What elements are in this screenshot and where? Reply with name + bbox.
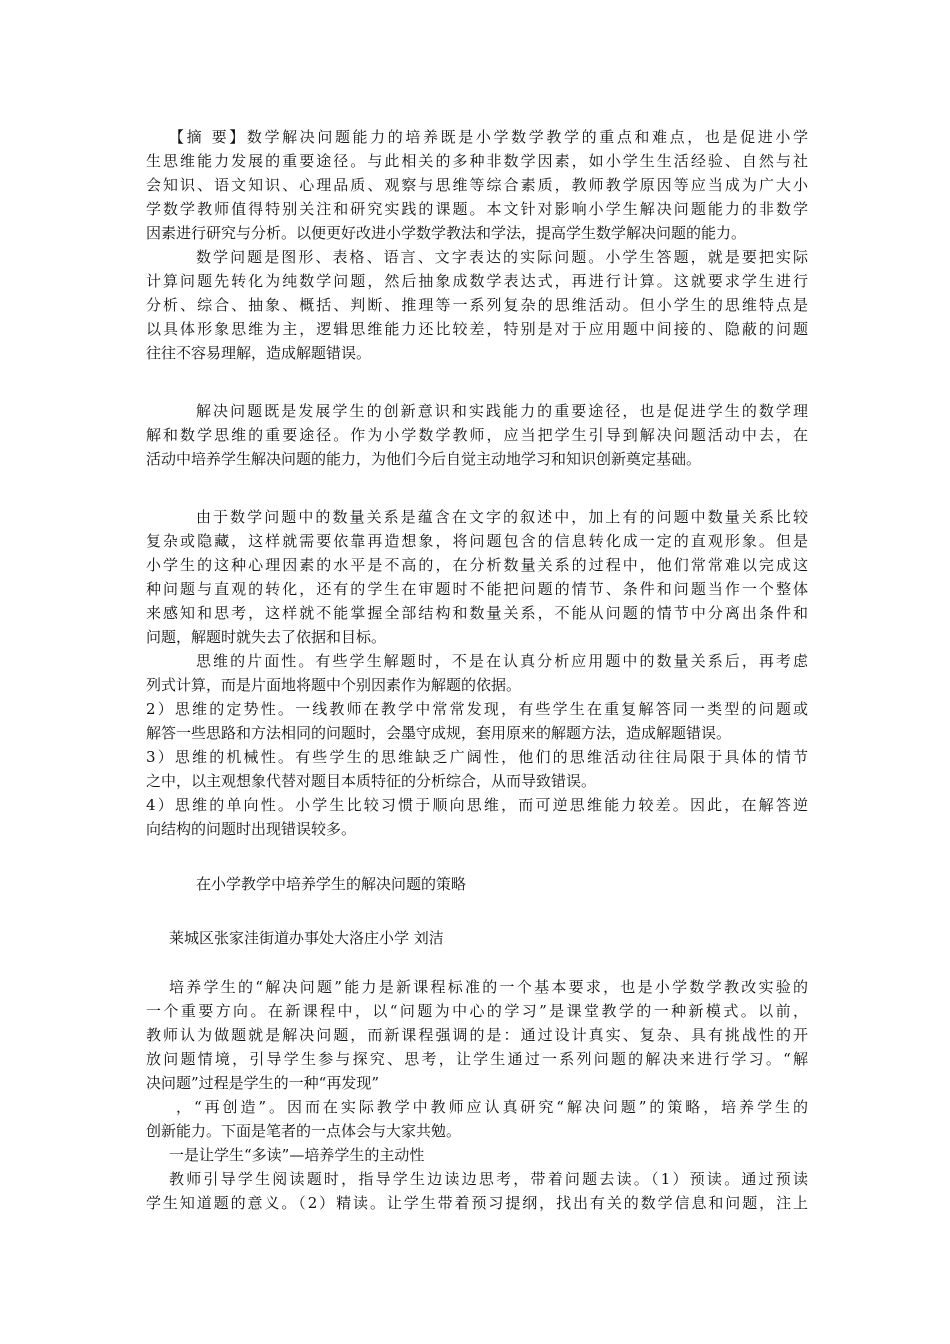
paragraph-line: 放问题情境，引导学生参与探究、思考，让学生通过一系列问题的解决来进行学习。“解	[146, 1050, 808, 1068]
subheading: 一是让学生“多读”—培养学生的主动性	[169, 1146, 425, 1164]
list-item-line: 2）思维的定势性。一线教师在教学中常常发现，有些学生在重复解答同一类型的问题或	[146, 700, 808, 718]
abstract-line: 生思维能力发展的重要途径。与此相关的多种非数学因素，如小学生生活经验、自然与社	[146, 152, 808, 170]
paragraph-line: 创新能力。下面是笔者的一点体会与大家共勉。	[146, 1122, 462, 1140]
paragraph-line: 培养学生的“解决问题”能力是新课程标准的一个基本要求，也是小学数学教改实验的	[169, 978, 808, 996]
paragraph-line: 来感知和思考，这样就不能掌握全部结构和数量关系，不能从问题的情节中分离出条件和	[146, 604, 808, 622]
paragraph-line: 问题，解题时就失去了依据和目标。	[146, 628, 387, 646]
paragraph-line: 种问题与直观的转化，还有的学生在审题时不能把问题的情节、条件和问题当作一个整体	[146, 580, 808, 598]
author-line: 莱城区张家洼街道办事处大洛庄小学 刘洁	[169, 929, 444, 947]
abstract-line: 会知识、语文知识、心理品质、观察与思维等综合素质，教师教学原因等应当成为广大小	[146, 176, 808, 194]
abstract-line: 因素进行研究与分析。以便更好改进小学数学教法和学法，提高学生数学解决问题的能力。	[146, 224, 747, 242]
paragraph-line: 小学生的这种心理因素的水平是不高的，在分析数量关系的过程中，他们常常难以完成这	[146, 556, 808, 574]
list-item-line: 3）思维的机械性。有些学生的思维缺乏广阔性，他们的思维活动往往局限于具体的情节	[146, 748, 808, 766]
paragraph-line: 教师引导学生阅读题时，指导学生边读边思考，带着问题去读。（1）预读。通过预读	[169, 1170, 808, 1188]
paragraph-line: 分析、综合、抽象、概括、判断、推理等一系列复杂的思维活动。但小学生的思维特点是	[146, 296, 808, 314]
paragraph-line: 学生知道题的意义。（2）精读。让学生带着预习提纲，找出有关的数学信息和问题，注上	[146, 1194, 808, 1212]
paragraph-line: 数学问题是图形、表格、语言、文字表达的实际问题。小学生答题，就是要把实际	[196, 248, 808, 266]
paragraph-line: 列式计算，而是片面地将题中个别因素作为解题的依据。	[146, 676, 522, 694]
abstract-line: 学数学教师值得特别关注和研究实践的课题。本文针对影响小学生解决问题能力的非数学	[146, 200, 808, 218]
paragraph-line: 教师认为做题就是解决问题，而新课程强调的是：通过设计真实、复杂、具有挑战性的开	[146, 1026, 808, 1044]
list-item-line: 向结构的问题时出现错误较多。	[146, 820, 357, 838]
paragraph-line: ，“再创造”。因而在实际教学中教师应认真研究“解决问题”的策略，培养学生的	[176, 1098, 808, 1116]
paragraph-line: 往往不容易理解，造成解题错误。	[146, 344, 372, 362]
paragraph-line: 解和数学思维的重要途径。作为小学数学教师，应当把学生引导到解决问题活动中去，在	[146, 426, 808, 444]
paragraph-line: 一个重要方向。在新课程中，以“问题为中心的学习”是课堂教学的一种新模式。以前，	[146, 1002, 808, 1020]
list-item-line: 之中，以主观想象代替对题目本质特征的分析综合，从而导致错误。	[146, 772, 597, 790]
paragraph-line: 思维的片面性。有些学生解题时，不是在认真分析应用题中的数量关系后，再考虑	[196, 652, 808, 670]
section-title: 在小学教学中培养学生的解决问题的策略	[196, 875, 467, 893]
list-item-line: 4）思维的单向性。小学生比较习惯于顺向思维，而可逆思维能力较差。因此，在解答逆	[146, 796, 808, 814]
paragraph-line: 复杂或隐藏，这样就需要依靠再造想象，将问题包含的信息转化成一定的直观形象。但是	[146, 532, 808, 550]
paragraph-line: 由于数学问题中的数量关系是蕴含在文字的叙述中，加上有的问题中数量关系比较	[196, 508, 808, 526]
paragraph-line: 决问题”过程是学生的一种“再发现”	[146, 1074, 380, 1092]
abstract-line: 【摘 要】数学解决问题能力的培养既是小学数学教学的重点和难点，也是促进小学	[169, 128, 808, 146]
list-item-line: 解答一些思路和方法相同的问题时，会墨守成规，套用原来的解题方法，造成解题错误。	[146, 724, 732, 742]
paragraph-line: 解决问题既是发展学生的创新意识和实践能力的重要途径，也是促进学生的数学理	[196, 402, 808, 420]
paragraph-line: 计算问题先转化为纯数学问题，然后抽象成数学表达式，再进行计算。这就要求学生进行	[146, 272, 808, 290]
paragraph-line: 以具体形象思维为主，逻辑思维能力还比较差，特别是对于应用题中间接的、隐蔽的问题	[146, 320, 808, 338]
paragraph-line: 活动中培养学生解决问题的能力，为他们今后自觉主动地学习和知识创新奠定基础。	[146, 450, 702, 468]
